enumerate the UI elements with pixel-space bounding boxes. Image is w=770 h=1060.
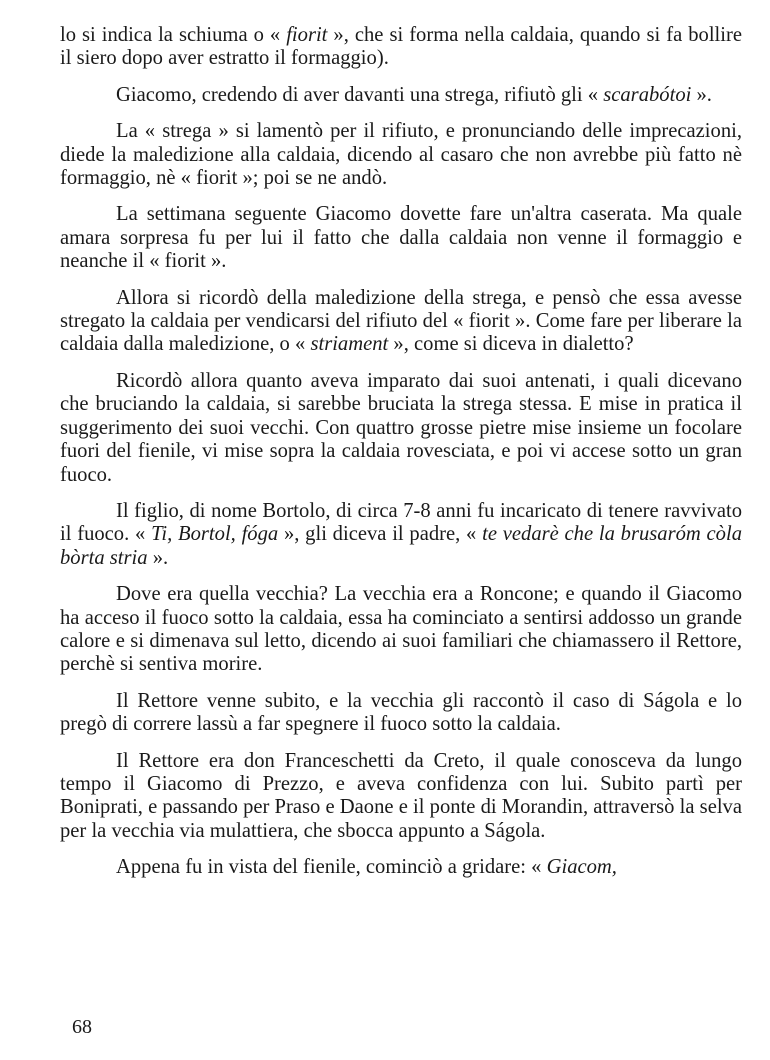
- paragraph: [60, 370, 742, 487]
- text-run: ».: [691, 83, 712, 106]
- italic-text: scarabótoi: [603, 83, 692, 106]
- paragraph: [60, 24, 742, 71]
- paragraph: [60, 500, 742, 570]
- text-run: Il figlio, di nome Bortolo, di circa 7-8 anni fu incaricato di tenere ravvivato il fuoco. «: [60, 499, 742, 546]
- text-run: Giacomo, credendo di aver davanti una strega, rifiutò gli «: [116, 83, 604, 106]
- text-run: Ricordò allora quanto aveva imparato dai suoi antenati, i quali dicevano che bruciando la caldaia, si sarebbe bruciata la strega stessa. E mise in pratica il suggerimento dei suoi vecchi. Con quattro grosse pietre mise insieme un focolare fuori del fienile, vi mise sopra la caldaia rovesciata, e poi vi accese sotto un gran fuoco.: [60, 369, 742, 486]
- text-run: Appena fu in vista del fienile, cominciò a gridare: «: [116, 856, 547, 879]
- paragraph: [60, 583, 742, 677]
- text-run: La settimana seguente Giacomo dovette fare un'altra caserata. Ma quale amara sorpresa fu per lui il fatto che dalla caldaia non venne il formaggio e neanche il « fiorit ».: [60, 203, 742, 273]
- text-run: ».: [147, 546, 169, 569]
- paragraph: [60, 287, 742, 357]
- paragraph: [60, 690, 742, 737]
- paragraph: [60, 750, 742, 844]
- text-run: Dove era quella vecchia? La vecchia era a Roncone; e quando il Giacomo ha acceso il fuoco sotto la caldaia, essa ha cominciato a sentirsi addosso un grande calore e si dimenava sul letto, dicendo ai suoi familiari che chiamassero il Rettore, perchè si sentiva morire.: [60, 583, 742, 676]
- italic-text: te vedarè che la brusaróm còla bòrta stria: [60, 523, 742, 569]
- text-run: Il Rettore era don Franceschetti da Creto, il quale conosceva da lungo tempo il Giacomo di Prezzo, e aveva confidenza con lui. Subito partì per Boniprati, e passando per Praso e Daone e il ponte di Morandin, attraversò la selva per la vecchia via mulattiera, che sbocca appunto a Ságola.: [60, 749, 742, 842]
- body-text: [60, 24, 742, 880]
- text-run: Il Rettore venne subito, e la vecchia gli raccontò il caso di Ságola e lo pregò di correre lassù a far spegnere il fuoco sotto la caldaia.: [60, 689, 742, 736]
- paragraph: [60, 203, 742, 273]
- page-number: 68: [72, 1016, 92, 1038]
- paragraph: [60, 120, 742, 190]
- italic-text: fiorit: [286, 24, 328, 46]
- text-run: La « strega » si lamentò per il rifiuto, e pronunciando delle imprecazioni, diede la maledizione alla caldaia, dicendo al casaro che non avrebbe più fatto nè formaggio, nè « fiorit »; poi se ne andò.: [60, 120, 742, 190]
- italic-text: Giacom,: [546, 856, 617, 879]
- italic-text: Ti, Bortol, fóga: [151, 523, 279, 546]
- text-run: », gli diceva il padre, «: [278, 523, 483, 546]
- italic-text: striament: [310, 333, 389, 356]
- paragraph: [60, 84, 742, 107]
- text-run: », come si diceva in dialetto?: [388, 333, 634, 356]
- paragraph: [60, 856, 742, 879]
- text-run: », che si forma nella caldaia, quando si fa bollire il siero dopo aver estratto il formaggio).: [60, 24, 742, 70]
- text-run: lo si indica la schiuma o «: [60, 24, 287, 46]
- text-run: Allora si ricordò della maledizione della strega, e pensò che essa avesse stregato la caldaia per vendicarsi del rifiuto del « fiorit ». Come fare per liberare la caldaia dalla maledizione, o «: [60, 286, 742, 356]
